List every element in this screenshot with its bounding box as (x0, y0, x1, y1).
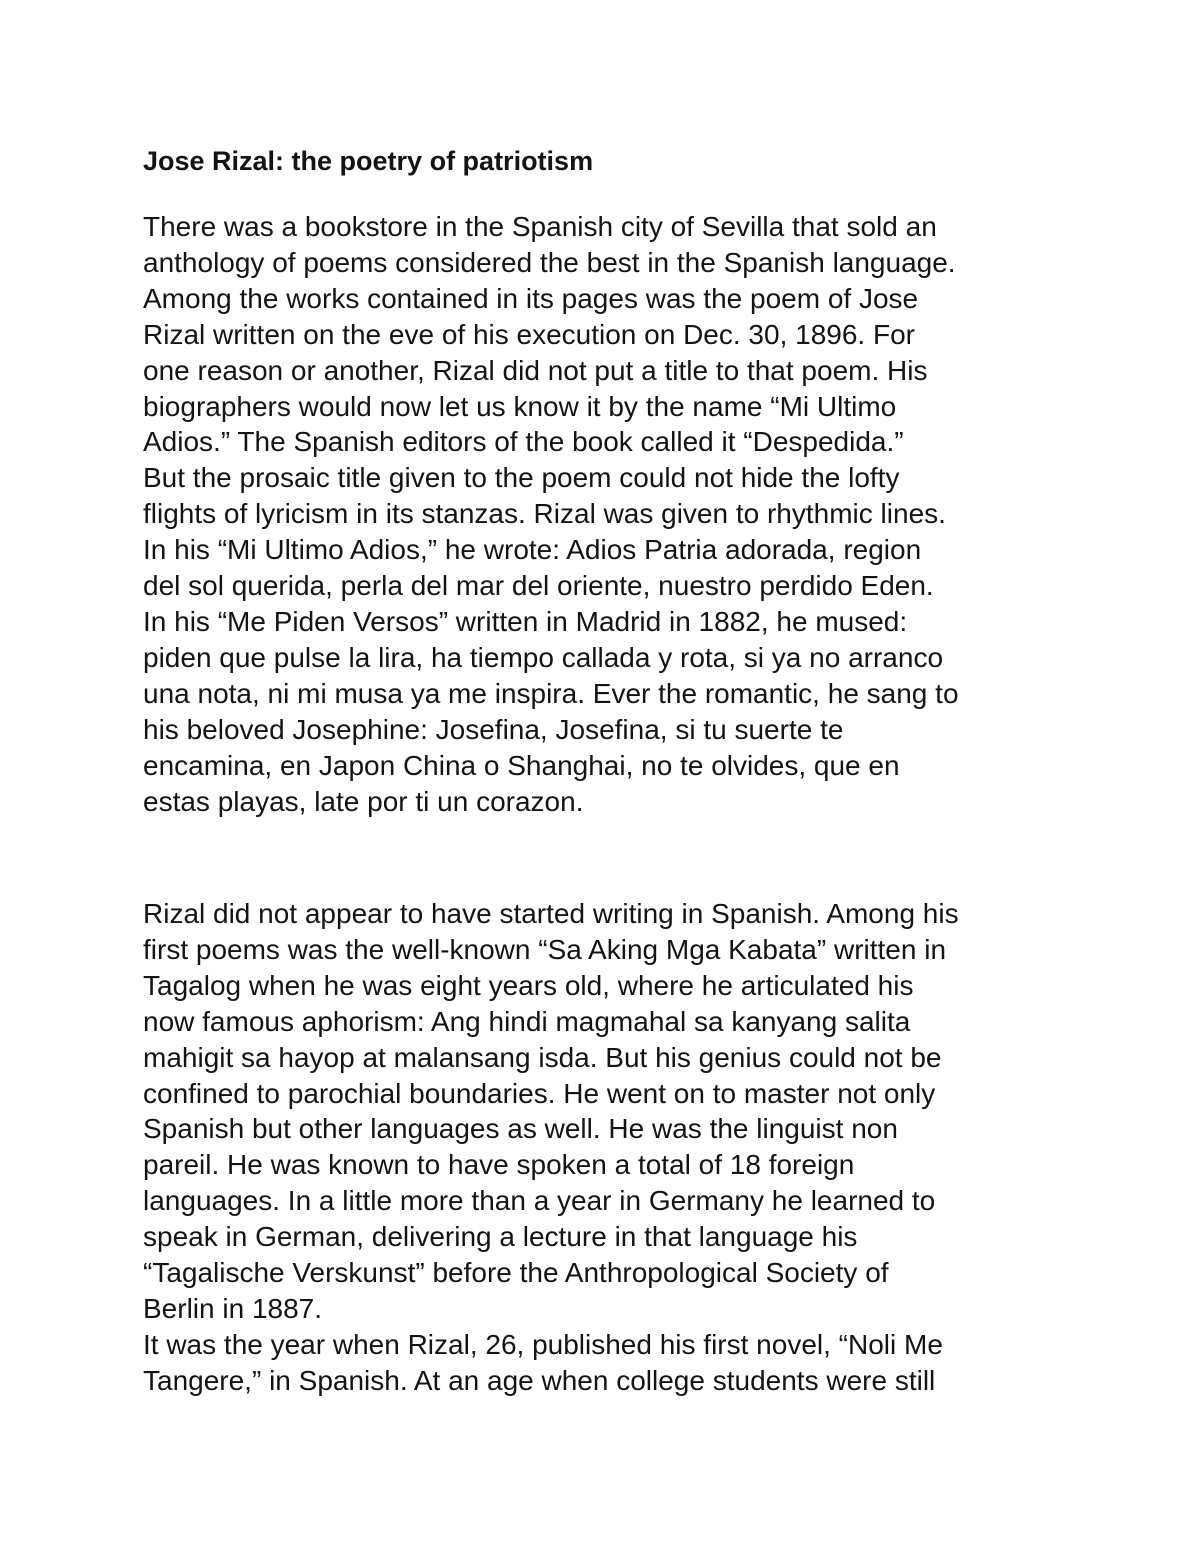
text-line: Among the works contained in its pages was the poem of Jose (143, 282, 919, 314)
text-line: Rizal written on the eve of his execution on Dec. 30, 1896. For (143, 318, 915, 350)
text-line: Rizal did not appear to have started writing in Spanish. Among his (143, 898, 959, 929)
text-line: his beloved Josephine: Josefina, Josefina, si tu suerte te (143, 713, 844, 745)
text-line: languages. In a little more than a year in Germany he learned to (143, 1185, 936, 1217)
text-line: encamina, en Japon China o Shanghai, no te olvides, que en (143, 749, 900, 781)
text-line: There was a bookstore in the Spanish city of Sevilla that sold an (143, 211, 937, 242)
text-line: now famous aphorism: Ang hindi magmahal sa kanyang salita (143, 1005, 911, 1037)
text-line: Berlin in 1887. (143, 1292, 323, 1324)
paragraph-2 (143, 896, 959, 1399)
paragraph-1 (143, 209, 959, 819)
text-line: speak in German, delivering a lecture in that language his (143, 1221, 858, 1253)
text-line: una nota, ni mi musa ya me inspira. Ever the romantic, he sang to (143, 677, 959, 709)
text-line: Spanish but other languages as well. He was the linguist non (143, 1113, 898, 1145)
text-line: Tangere,” in Spanish. At an age when college students were still (143, 1364, 936, 1396)
text-line: It was the year when Rizal, 26, published his first novel, “Noli Me (143, 1328, 943, 1360)
text-line: In his “Mi Ultimo Adios,” he wrote: Adios Patria adorada, region (143, 534, 922, 566)
text-line: first poems was the well-known “Sa Aking Mga Kabata” written in (143, 933, 947, 965)
text-line: But the prosaic title given to the poem could not hide the lofty (143, 462, 900, 494)
text-line: Tagalog when he was eight years old, where he articulated his (143, 969, 914, 1001)
text-line: piden que pulse la lira, ha tiempo callada y rota, si ya no arranco (143, 641, 944, 673)
text-line: biographers would now let us know it by the name “Mi Ultimo (143, 390, 897, 422)
text-line: mahigit sa hayop at malansang isda. But his genius could not be (143, 1041, 942, 1073)
document-title: Jose Rizal: the poetry of patriotism (143, 146, 594, 176)
text-line: Adios.” The Spanish editors of the book called it “Despedida.” (143, 426, 904, 458)
text-line: In his “Me Piden Versos” written in Madrid in 1882, he mused: (143, 605, 908, 637)
text-line: flights of lyricism in its stanzas. Rizal was given to rhythmic lines. (143, 498, 946, 530)
text-line: “Tagalische Verskunst” before the Anthropological Society of (143, 1257, 889, 1289)
text-line: one reason or another, Rizal did not put a title to that poem. His (143, 354, 928, 386)
text-line: confined to parochial boundaries. He went on to master not only (143, 1077, 936, 1109)
text-line: anthology of poems considered the best in the Spanish language. (143, 246, 956, 278)
text-line: estas playas, late por ti un corazon. (143, 785, 584, 817)
text-line: pareil. He was known to have spoken a total of 18 foreign (143, 1149, 855, 1181)
text-line: del sol querida, perla del mar del oriente, nuestro perdido Eden. (143, 570, 934, 602)
